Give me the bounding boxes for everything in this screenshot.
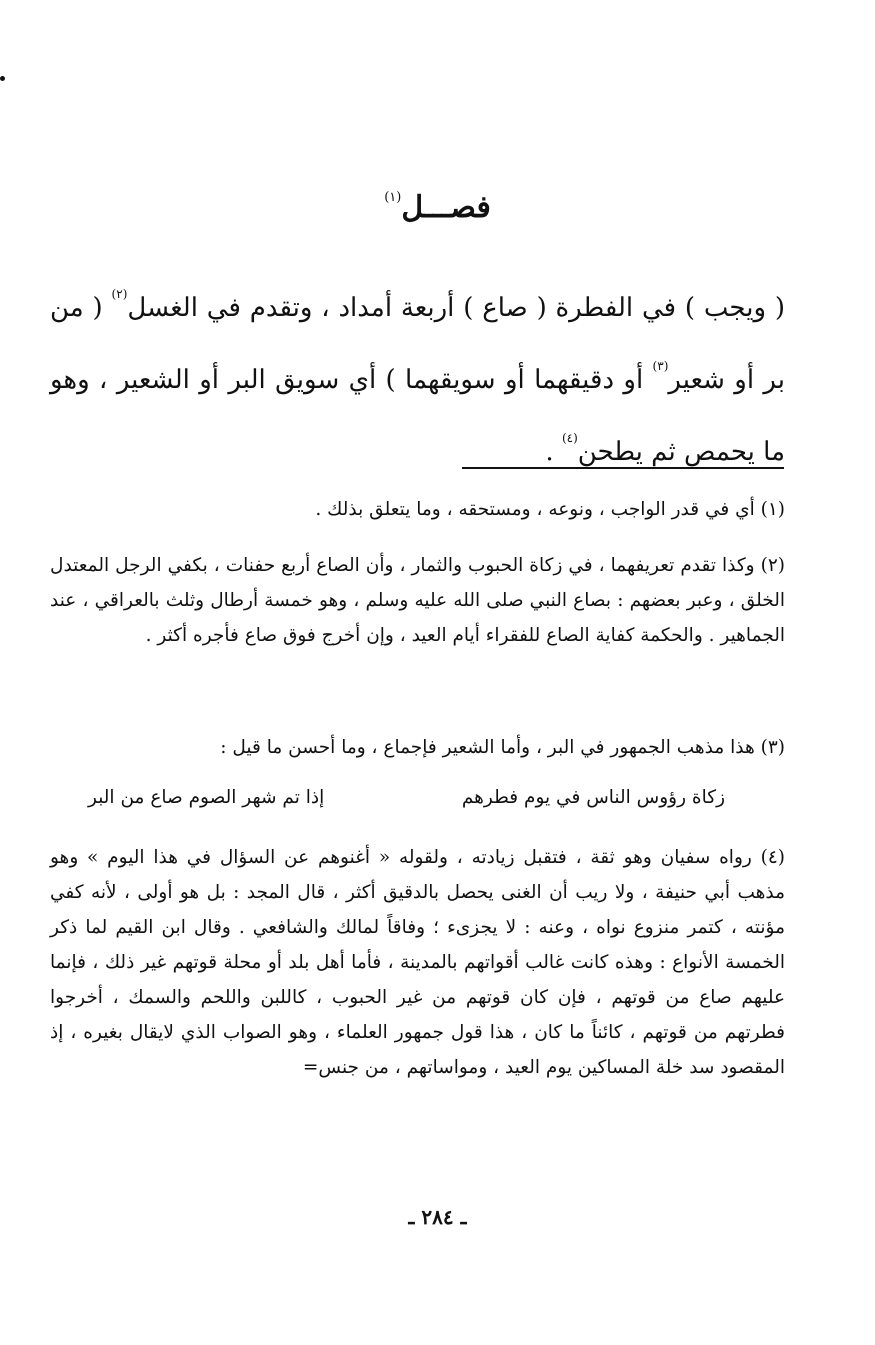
footnote-ref-3: (٣) (652, 359, 669, 373)
section-heading (0, 190, 875, 225)
footnote-ref-4: (٤) (561, 431, 578, 445)
main-text-part-4: . (545, 437, 562, 467)
main-text-part-1: ( ويجب ) في الفطرة ( صاع ) أربعة أمداد ، وتقدم في الغسل (127, 293, 785, 323)
verse-first-hemistich: زكاة رؤوس الناس في يوم فطرهم (461, 787, 725, 808)
poetry-verse (0, 780, 875, 816)
heading-title: فصـــل (401, 190, 491, 225)
margin-dot (0, 76, 5, 81)
footnote-2: (٢) وكذا تقدم تعريفهما ، في زكاة الحبوب والثمار ، وأن الصاع أربع حفنات ، بكفي الرجل المعتدل الخلق ، وعبر بعضهم : بصاع النبي صلى الله عليه وسلم ، وهو خمسة أرطال وثلث بالعراقي ، عند الجماهير . والحكمة كفاية الصاع للفقراء أيام العيد ، وإن أخرج فوق صاع فأجره أكثر . (50, 555, 785, 646)
verse-second-hemistich: إذا تم شهر الصوم صاع من البر (88, 787, 325, 808)
footnote-1: (١) أي في قدر الواجب ، ونوعه ، ومستحقه ، وما يتعلق بذلك . (315, 499, 785, 520)
footnote-ref-2: (٢) (111, 287, 128, 301)
main-text (50, 265, 785, 481)
heading-footnote-ref: (١) (384, 190, 402, 205)
main-text-part-2: ( من بر أو شعير (50, 293, 785, 395)
main-text-part-3: أو دقيقهما أو سويقهما ) أي سويق البر أو الشعير ، وهو ما يحمص ثم يطحن (50, 365, 785, 467)
footnote-4: (٤) رواه سفيان وهو ثقة ، فتقبل زيادته ، ولقوله « أغنوهم عن السؤال في هذا اليوم » وهو مذهب أبي حنيفة ، ولا ريب أن الغنى يحصل بالدقيق أكثر ، قال المجد : بل هو أولى ، لأنه كفي مؤنته ، كتمر منزوع نواه ، وعنه : لا يجزىء ؛ وفاقاً لمالك والشافعي . وقال ابن القيم لما ذكر الخمسة الأنواع : وهذه كانت غالب أقواتهم بالمدينة ، فأما أهل بلد أو محلة قوتهم غير ذلك ، فإنما عليهم صاع من قوتهم ، فإن كان قوتهم من غير الحبوب ، كاللبن واللحم والسمك ، أخرجوا فطرتهم من قوتهم ، كائناً ما كان ، هذا قول جمهور العلماء ، وهو الصواب الذي لايقال بغيره ، إذ المقصود سد خلة المساكين يوم العيد ، ومواساتهم ، من جنس= (50, 847, 785, 1078)
footnote-3: (٣) هذا مذهب الجمهور في البر ، وأما الشعير فإجماع ، وما أحسن ما قيل : (220, 737, 785, 758)
footnote-separator (462, 467, 784, 469)
page-number: ـ ٢٨٤ ـ (408, 1205, 467, 1229)
